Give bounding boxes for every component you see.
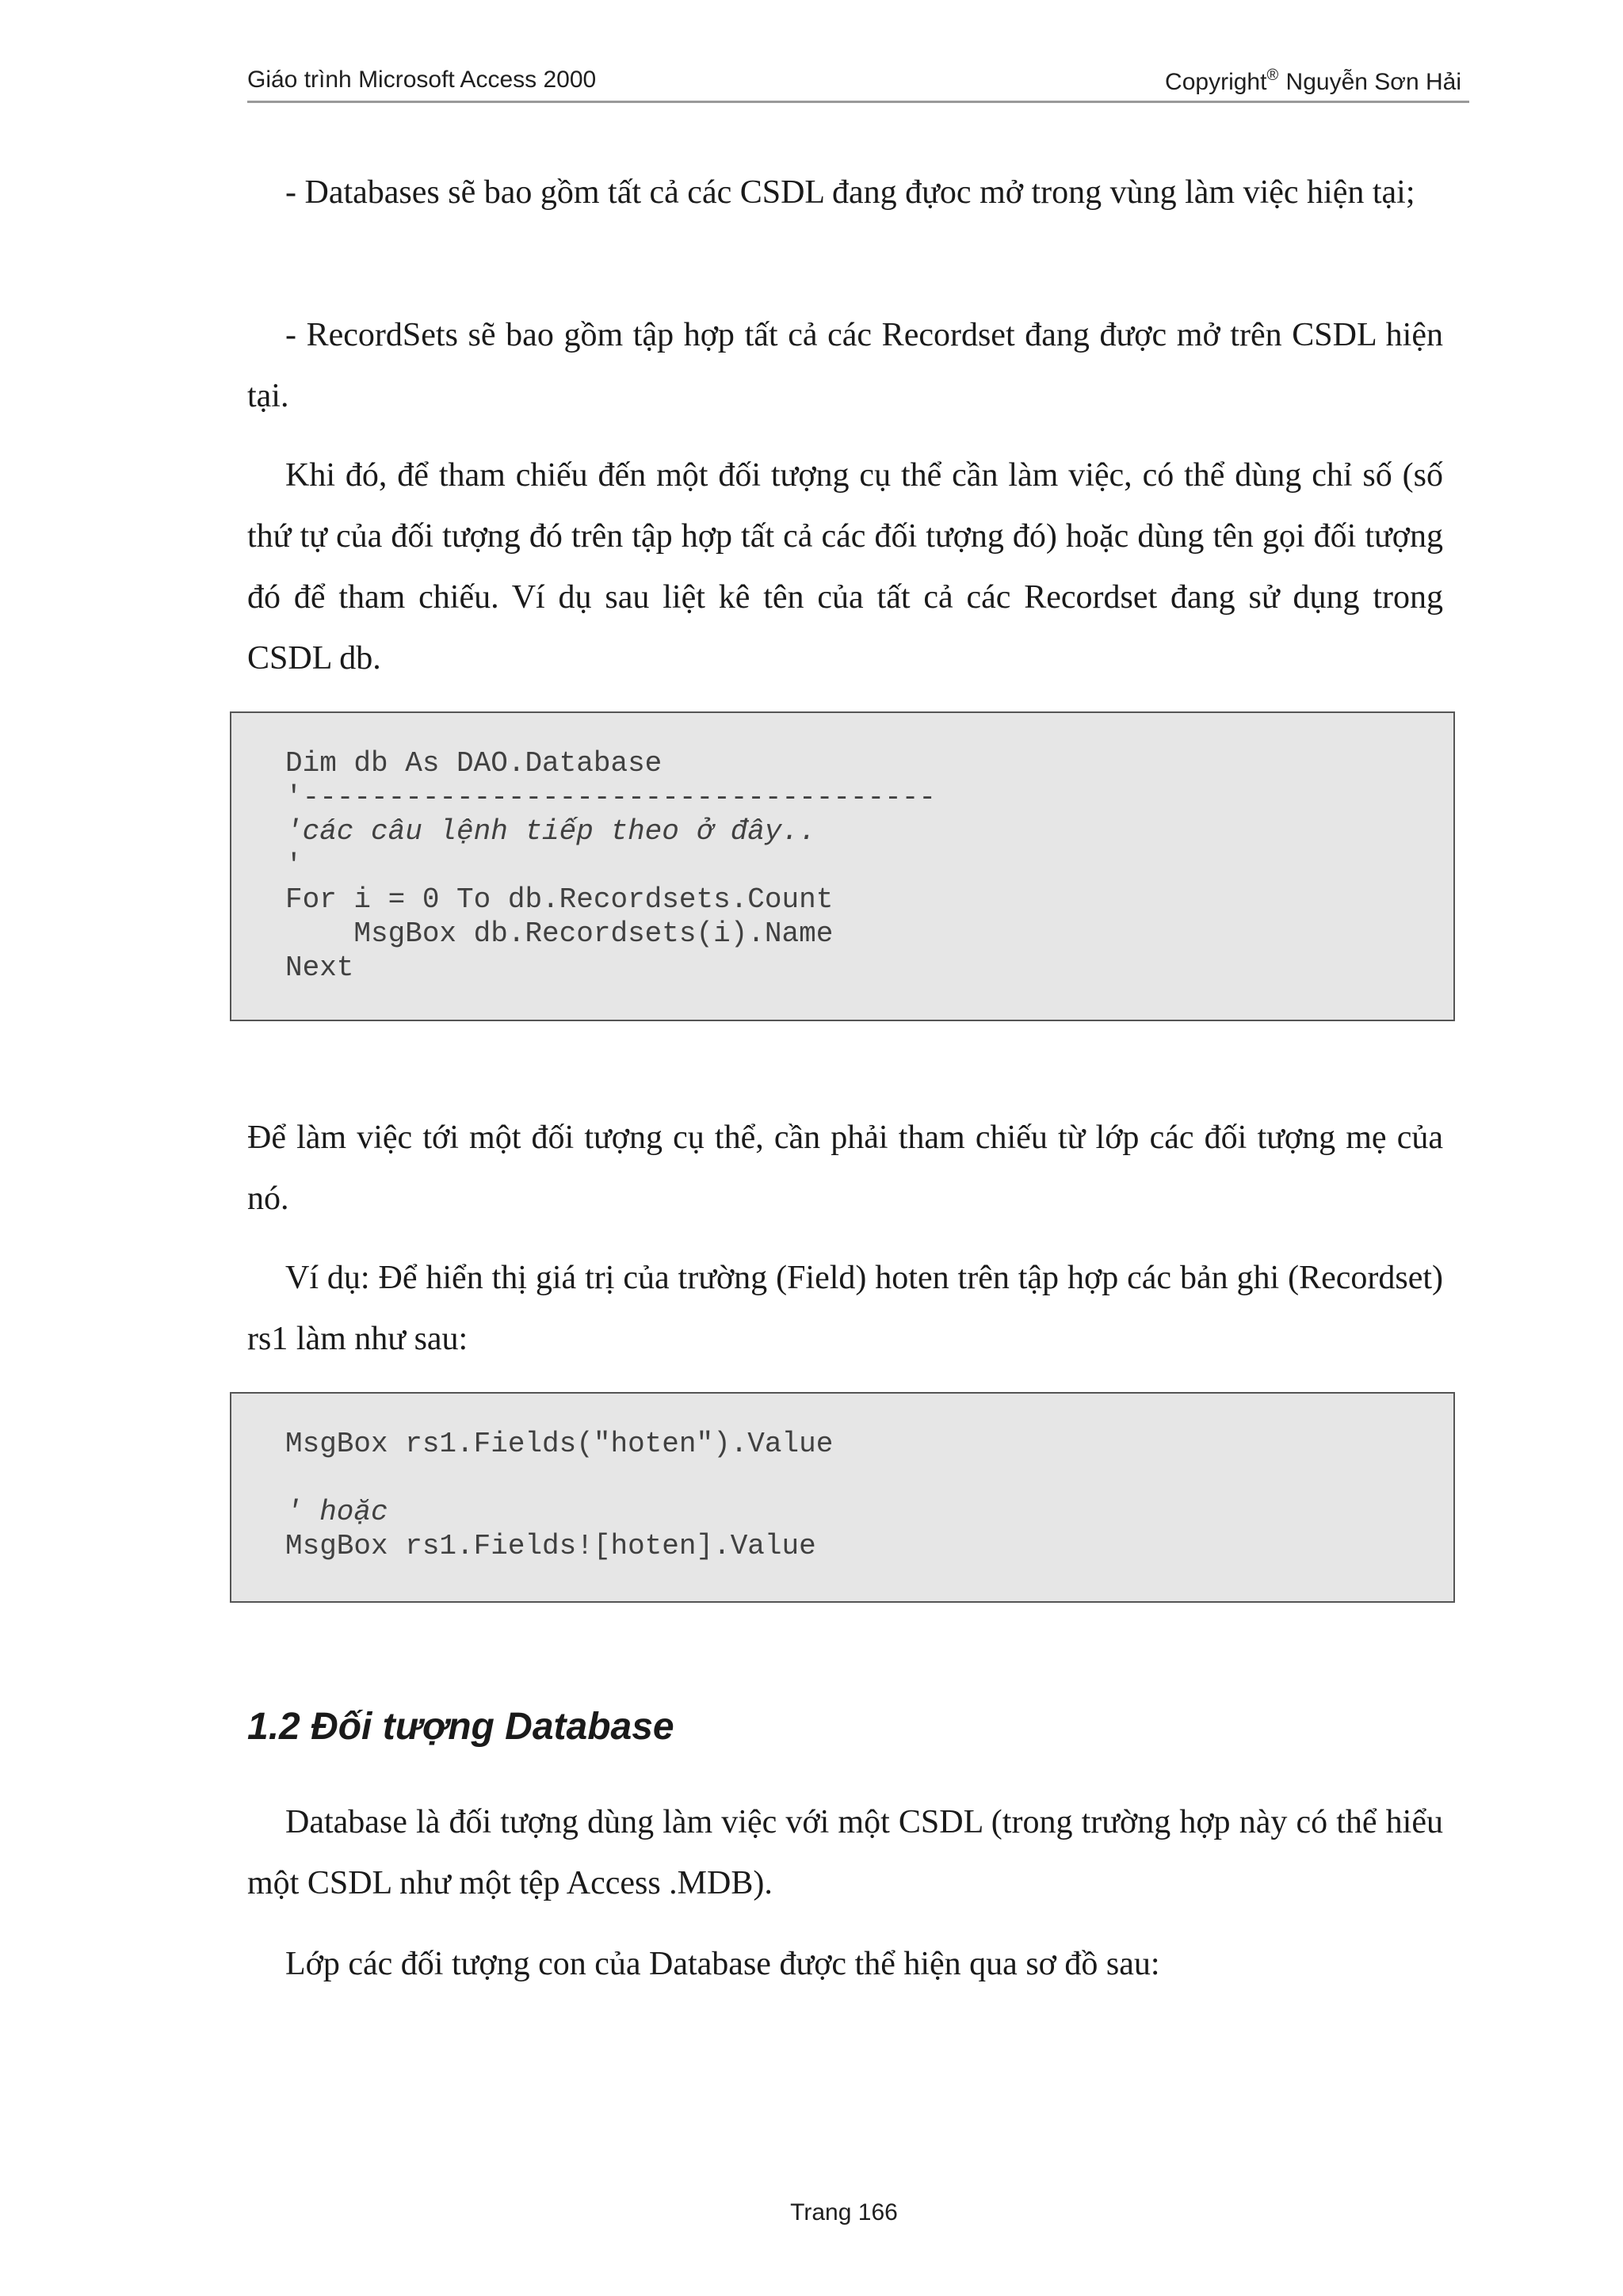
paragraph-database-definition: Database là đối tượng dùng làm việc với một CSDL (trong trường hợp này có thể hiểu một CSDL như một tệp Access .MDB). bbox=[247, 1804, 1443, 1901]
paragraph-reference: Khi đó, để tham chiếu đến một đối tượng cụ thể cần làm việc, có thể dùng chỉ số (số thứ tự của đối tượng đó trên tập hợp tất cả các đối tượng đó) hoặc dùng tên gọi đối tượng đó để tham chiếu. Ví dụ sau liệt kê tên của tất cả các Recordset đang sử dụng trong CSDL db. bbox=[247, 457, 1443, 677]
paragraph-diagram-intro: Lớp các đối tượng con của Database được thể hiện qua sơ đồ sau: bbox=[285, 1946, 1160, 1982]
code-comment: ' hoặc bbox=[285, 1496, 388, 1528]
code-comment: 'các câu lệnh tiếp theo ở đây.. bbox=[285, 815, 816, 848]
author-name: Nguyễn Sơn Hải bbox=[1279, 69, 1461, 95]
code-block-fields bbox=[230, 1392, 1455, 1603]
paragraph-recordsets: - RecordSets sẽ bao gồm tập hợp tất cả các Recordset đang được mở trên CSDL hiện tại. bbox=[247, 317, 1443, 414]
header-divider bbox=[247, 101, 1469, 103]
page-header bbox=[247, 67, 1469, 101]
code-line: MsgBox rs1.Fields![hoten].Value bbox=[285, 1530, 816, 1562]
paragraph-parent-reference: Để làm việc tới một đối tượng cụ thể, cần phải tham chiếu từ lớp các đối tượng mẹ của nó. bbox=[247, 1119, 1443, 1217]
code-block-recordsets bbox=[230, 711, 1455, 1021]
code-line: MsgBox db.Recordsets(i).Name bbox=[285, 917, 834, 950]
code-line: Dim db As DAO.Database bbox=[285, 747, 663, 780]
code-line: Next bbox=[285, 952, 354, 984]
section-heading: 1.2 Đối tượng Database bbox=[247, 1706, 674, 1748]
code-line: '------------------------------------- bbox=[285, 781, 936, 814]
paragraph-example: Ví dụ: Để hiển thị giá trị của trường (Field) hoten trên tập hợp các bản ghi (Recordset) rs1 làm như sau: bbox=[247, 1260, 1443, 1357]
code-line: MsgBox rs1.Fields("hoten").Value bbox=[285, 1428, 834, 1460]
code-line: For i = 0 To db.Recordsets.Count bbox=[285, 883, 834, 916]
registered-mark: ® bbox=[1266, 67, 1279, 84]
page-number: Trang 166 bbox=[790, 2199, 898, 2225]
code-line: ' bbox=[285, 849, 303, 882]
copyright-label: Copyright bbox=[1165, 69, 1267, 95]
paragraph-databases: - Databases sẽ bao gồm tất cả các CSDL đang đựoc mở trong vùng làm việc hiện tại; bbox=[285, 174, 1415, 211]
header-title: Giáo trình Microsoft Access 2000 bbox=[247, 67, 597, 93]
header-copyright bbox=[1165, 67, 1461, 96]
